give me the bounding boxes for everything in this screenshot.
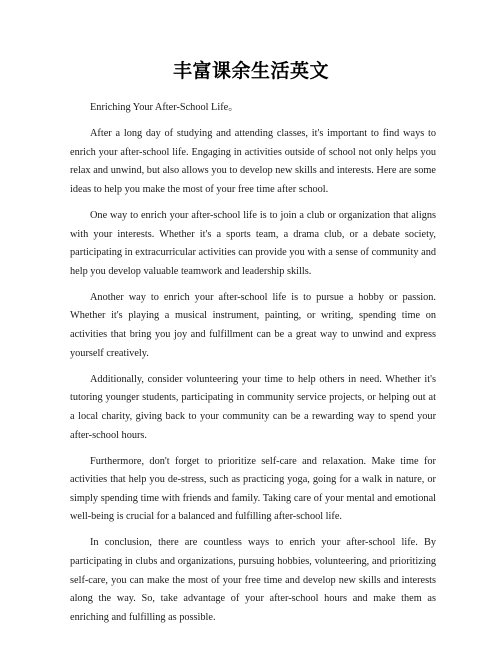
paragraph-conclusion: In conclusion, there are countless ways to enrich your after-school life. By participating in clubs and organizations, pursuing hobbies, volunteering, and prioritizing self-care, you can make the most of your free time and develop new skills and interests along the way. So, take advantage of your after-school hours and make them as enriching and fulfilling as possible. xyxy=(70,537,436,623)
paragraph-intro: After a long day of studying and attending classes, it's important to find ways to enrich your after-school life. Engaging in activities outside of school not only helps you relax and unwind, but also allows you to develop new skills and interests. Here are some ideas to help you make the most of your free time after school. xyxy=(70,128,436,195)
document-body xyxy=(70,99,436,635)
paragraph-clubs: One way to enrich your after-school life is to join a club or organization that aligns with your interests. Whether it's a sports team, a drama club, or a debate society, participating in extracurricular activities can provide you with a sense of community and help you develop valuable teamwork and leadership skills. xyxy=(70,209,436,277)
document-subtitle: Enriching Your After-School Life。 xyxy=(90,102,239,113)
document-title: 丰富课余生活英文 xyxy=(172,60,329,82)
paragraph-volunteering: Additionally, consider volunteering your time to help others in need. Whether it's tutoring younger students, participating in community service projects, or helping out at a local charity, giving back to your community can be a rewarding way to spend your after-school hours. xyxy=(70,373,436,441)
paragraph-hobbies: Another way to enrich your after-school life is to pursue a hobby or passion. Whether it's playing a musical instrument, painting, or writing, spending time on activities that bring you joy and fulfillment can be a great way to unwind and express yourself creatively. xyxy=(70,291,436,359)
paragraph-self-care: Furthermore, don't forget to prioritize self-care and relaxation. Make time for activities that help you de-stress, such as practicing yoga, going for a walk in nature, or simply spending time with friends and family. Taking care of your mental and emotional well-being is crucial for a balanced and fulfilling after-school life. xyxy=(70,455,436,523)
